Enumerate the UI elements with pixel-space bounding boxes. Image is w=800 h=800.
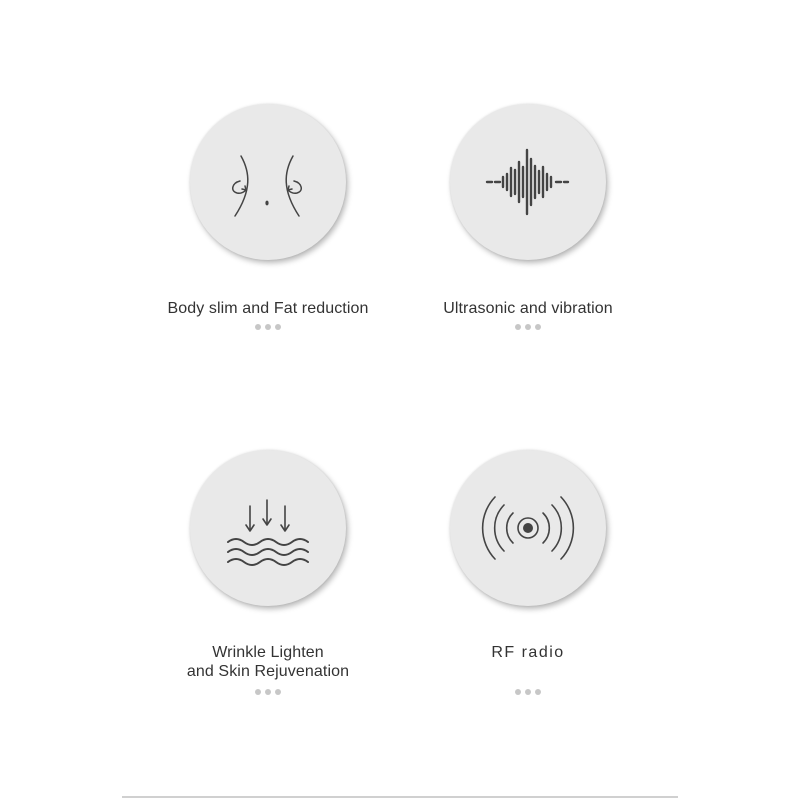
feature-circle [190, 450, 346, 606]
dot [275, 324, 281, 330]
feature-label-line: RF radio [491, 644, 565, 661]
feature-label [118, 299, 418, 318]
dot [535, 689, 541, 695]
dot [525, 689, 531, 695]
dot [515, 689, 521, 695]
feature-label [118, 643, 418, 681]
dot [255, 324, 261, 330]
feature-circle [450, 450, 606, 606]
waist-slimming-icon [190, 104, 346, 260]
dot [535, 324, 541, 330]
feature-rf-radio [378, 446, 678, 706]
feature-body-slim [118, 100, 418, 340]
feature-label [378, 299, 678, 318]
feature-circle [190, 104, 346, 260]
arrows-into-waves-icon [190, 450, 346, 606]
dot [525, 324, 531, 330]
pagination-dots [378, 689, 678, 695]
feature-label [378, 643, 678, 662]
dot [265, 689, 271, 695]
feature-label-line: Wrinkle Lighten [212, 644, 324, 661]
feature-label-line: and Skin Rejuvenation [186, 663, 350, 680]
dot [275, 689, 281, 695]
feature-label-line: Body slim and Fat reduction [167, 300, 369, 317]
radio-signal-icon [450, 450, 606, 606]
pagination-dots [118, 324, 418, 330]
dot [265, 324, 271, 330]
feature-circle [450, 104, 606, 260]
feature-label-line: Ultrasonic and vibration [443, 300, 613, 317]
dot [255, 689, 261, 695]
feature-ultrasonic [378, 100, 678, 340]
pagination-dots [378, 324, 678, 330]
pagination-dots [118, 689, 418, 695]
bottom-divider [122, 796, 678, 798]
dot [515, 324, 521, 330]
sound-wave-icon [450, 104, 606, 260]
feature-wrinkle [118, 446, 418, 706]
